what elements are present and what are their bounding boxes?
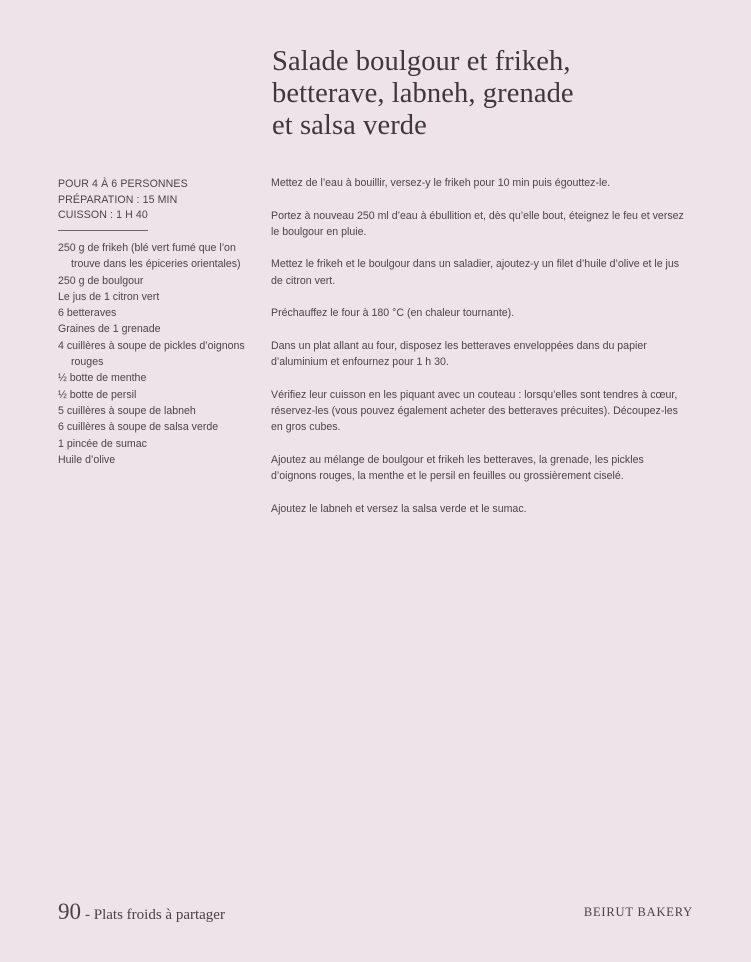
recipe-title-line: et salsa verde — [272, 110, 427, 141]
recipe-title — [272, 46, 712, 142]
step-paragraph: Mettez le frikeh et le boulgour dans un saladier, ajoutez-y un filet d’huile d’olive et le jus de citron vert. — [271, 258, 680, 287]
ingredient-item: 250 g de boulgour — [58, 274, 144, 287]
ingredient-item: 1 pincée de sumac — [58, 437, 147, 450]
cook-time: CUISSON : 1 H 40 — [58, 209, 148, 221]
ingredient-item: ½ botte de menthe — [58, 372, 147, 385]
page-number: 90 — [58, 899, 81, 924]
step-paragraph: Ajoutez au mélange de boulgour et frikeh les betteraves, la grenade, les pickles d’oignons rouges, la menthe et le persil en feuilles ou grossièrement ciselé. — [271, 454, 644, 483]
step-paragraph: Préchauffez le four à 180 °C (en chaleur tournante). — [271, 307, 515, 320]
ingredient-item: 6 betteraves — [58, 307, 117, 320]
recipe-title-line: Salade boulgour et frikeh, — [272, 46, 571, 77]
ingredient-item: Le jus de 1 citron vert — [58, 290, 160, 303]
ingredient-item: 4 cuillères à soupe de pickles d’oignons rouges — [58, 339, 245, 369]
meta-divider — [58, 230, 148, 231]
ingredient-list — [58, 240, 253, 468]
step-paragraph: Ajoutez le labneh et versez la salsa verde et le sumac. — [271, 502, 527, 515]
book-title: BEIRUT BAKERY — [583, 905, 693, 919]
step-paragraph: Dans un plat allant au four, disposez les betteraves enveloppées dans du papier d’aluminium et enfournez pour 1 h 30. — [271, 339, 647, 369]
ingredient-item: 250 g de frikeh (blé vert fumé que l’on trouve dans les épiceries orientales) — [58, 242, 241, 271]
ingredient-item: 6 cuillères à soupe de salsa verde — [58, 421, 219, 434]
section-title: - Plats froids à partager — [85, 907, 225, 923]
servings: POUR 4 À 6 PERSONNES — [58, 178, 188, 190]
recipe-steps — [271, 175, 691, 534]
prep-time: PRÉPARATION : 15 MIN — [58, 193, 178, 206]
ingredient-item: ½ botte de persil — [58, 388, 137, 401]
step-paragraph: Portez à nouveau 250 ml d’eau à ébullition et, dès qu’elle bout, éteignez le feu et versez le boulgour en pluie. — [271, 209, 684, 238]
ingredient-item: 5 cuillères à soupe de labneh — [58, 404, 196, 417]
ingredient-item: Graines de 1 grenade — [58, 323, 161, 336]
step-paragraph: Vérifiez leur cuisson en les piquant avec un couteau : lorsqu’elles sont tendres à cœur, réservez-les (vous pouvez également acheter des betteraves précuites). Découpez-les en gros cubes. — [271, 388, 678, 434]
page-folio — [58, 899, 225, 925]
recipe-meta — [58, 177, 248, 224]
recipe-title-line: betterave, labneh, grenade — [272, 78, 574, 109]
ingredient-item: Huile d’olive — [58, 453, 116, 466]
step-paragraph: Mettez de l’eau à bouillir, versez-y le frikeh pour 10 min puis égouttez-le. — [271, 177, 611, 189]
